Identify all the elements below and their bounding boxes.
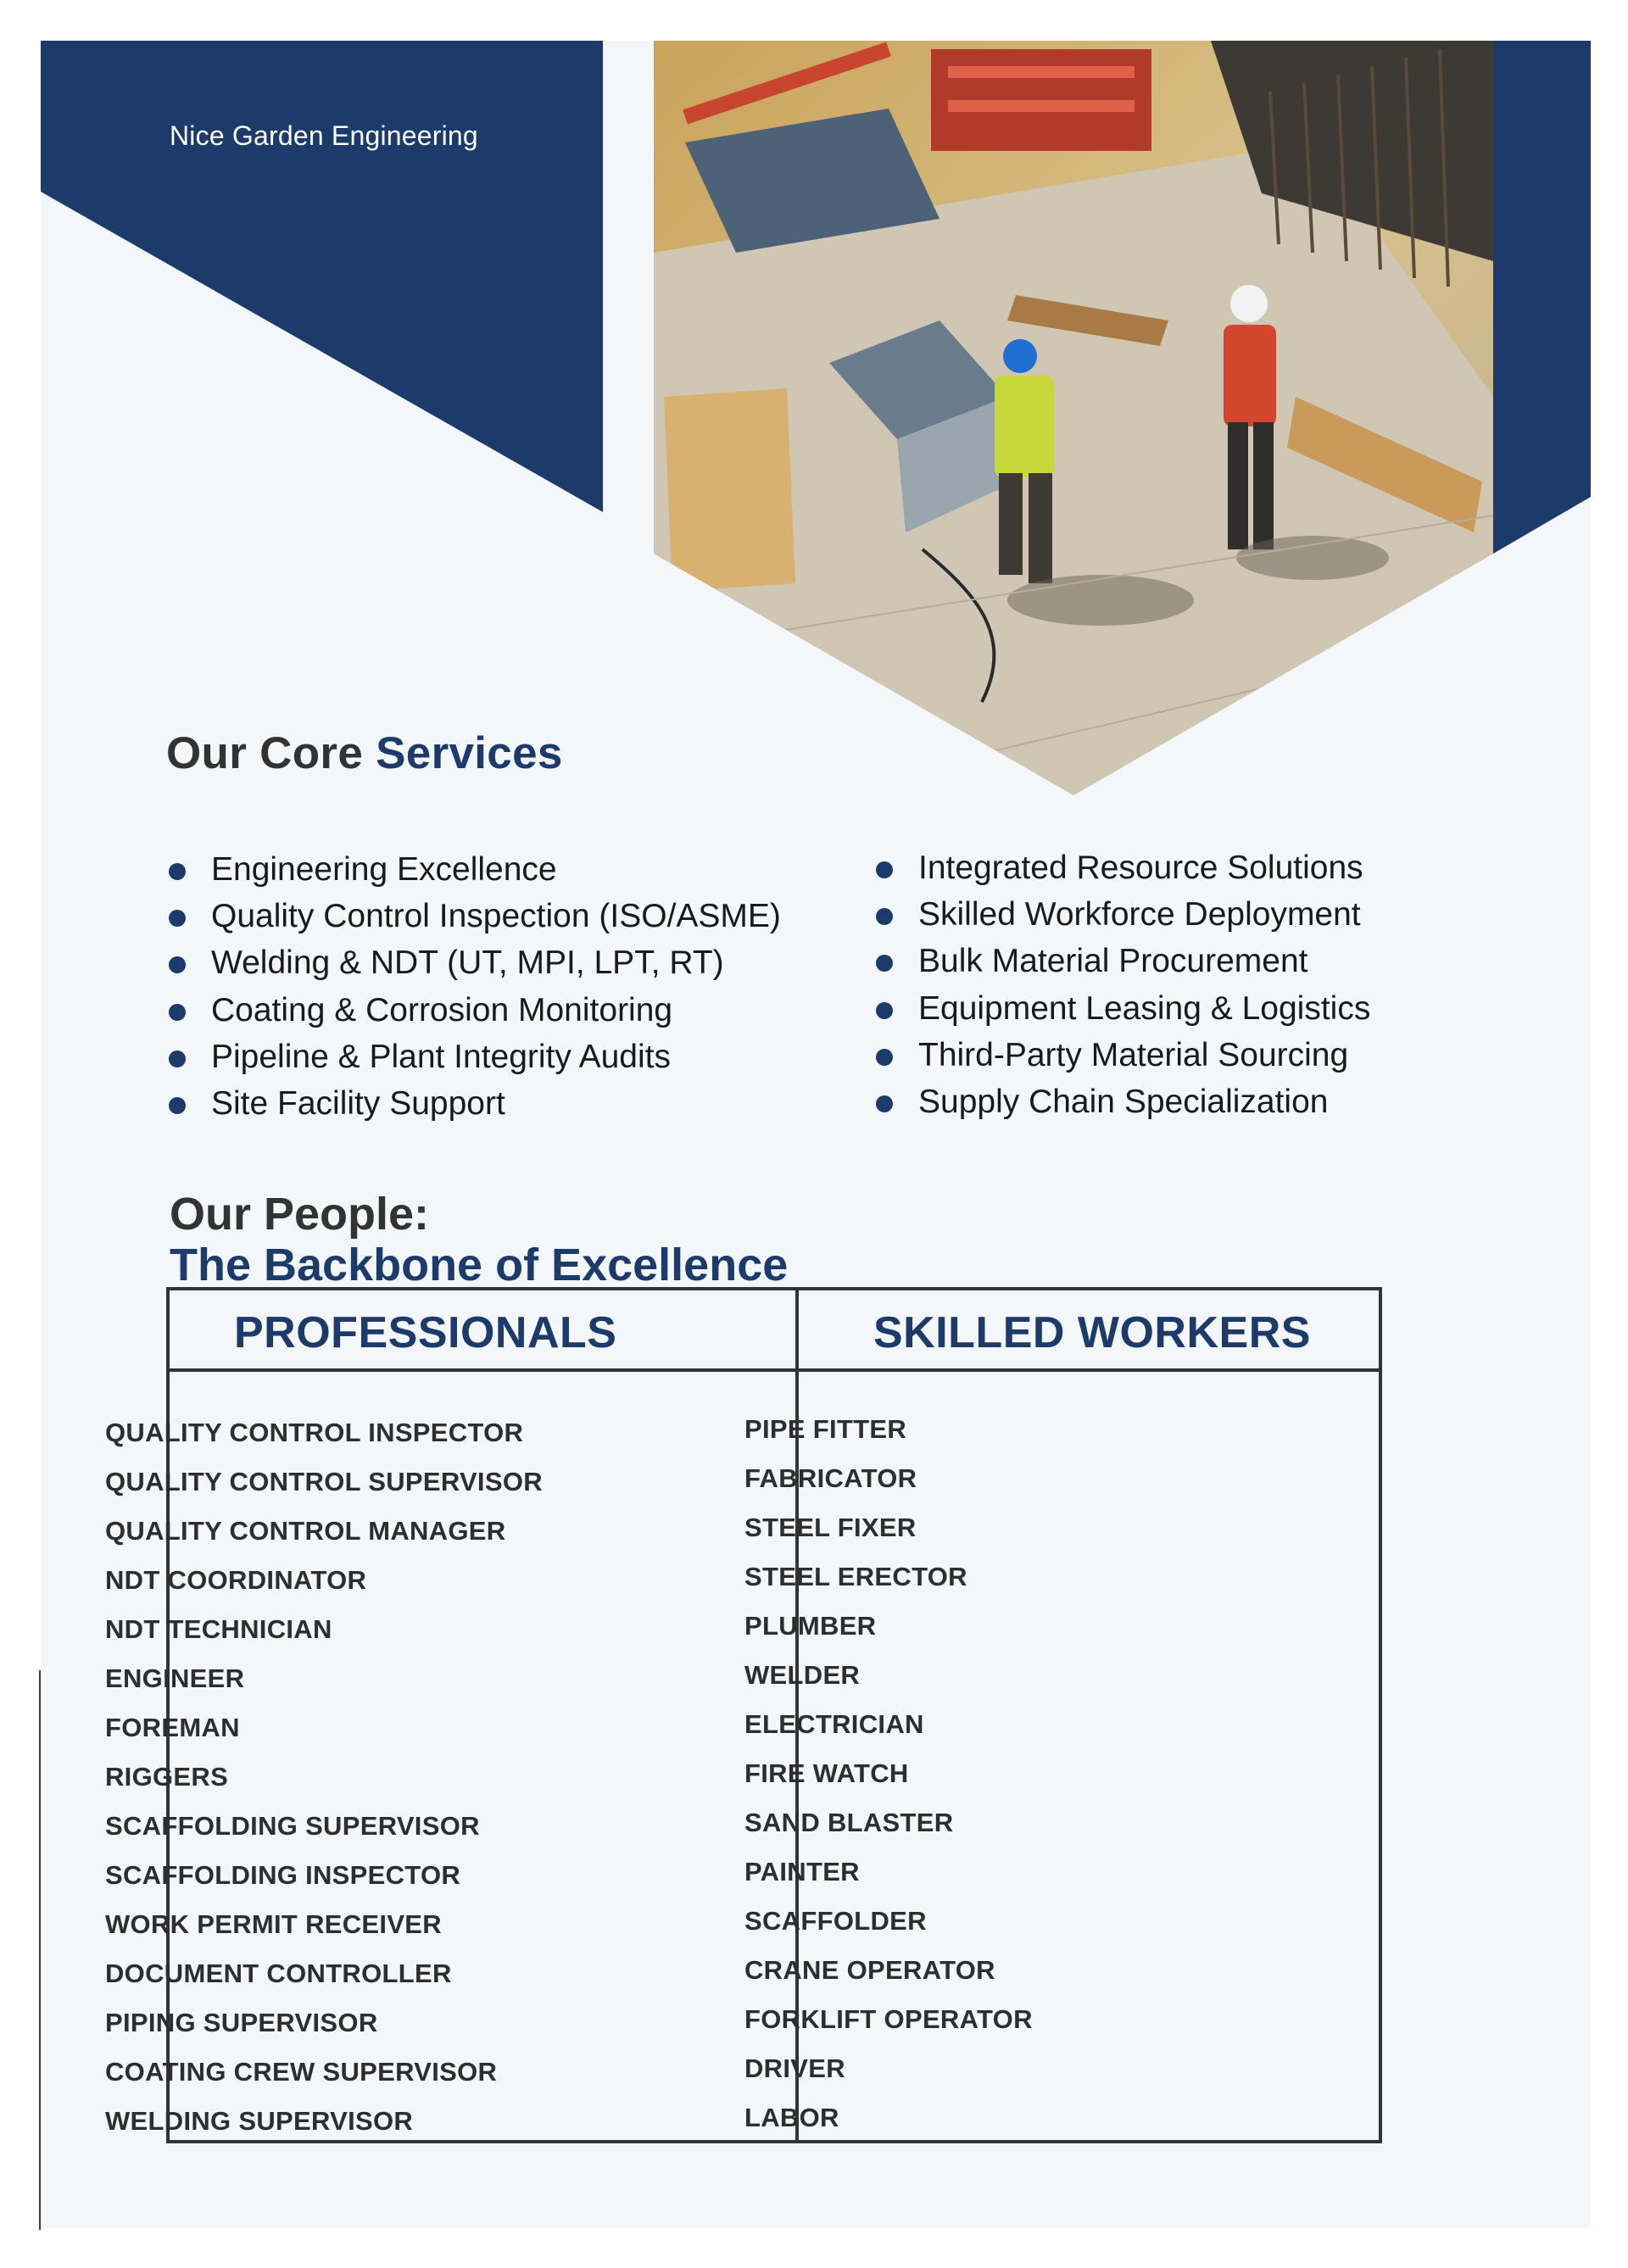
page-edge-rule xyxy=(39,1670,41,2230)
professional-role: SCAFFOLDING SUPERVISOR xyxy=(105,1811,480,1841)
service-item: Equipment Leasing & Logistics xyxy=(876,990,1370,1037)
service-item: Engineering Excellence xyxy=(169,851,781,898)
skilled-worker-role: PLUMBER xyxy=(744,1611,877,1641)
service-item: Bulk Material Procurement xyxy=(876,943,1370,989)
skilled-worker-role: PAINTER xyxy=(744,1857,860,1886)
professional-role: NDT TECHNICIAN xyxy=(105,1614,332,1644)
service-item: Integrated Resource Solutions xyxy=(876,850,1370,896)
services-list-left xyxy=(169,851,781,1132)
service-item: Skilled Workforce Deployment xyxy=(876,896,1370,943)
professional-role: WELDING SUPERVISOR xyxy=(105,2106,414,2136)
skilled-worker-role: DRIVER xyxy=(744,2053,845,2083)
skilled-worker-role: FORKLIFT OPERATOR xyxy=(744,2004,1033,2034)
skilled-worker-role: STEEL FIXER xyxy=(744,1513,917,1542)
services-list-right xyxy=(876,850,1370,1130)
service-item: Pipeline & Plant Integrity Audits xyxy=(169,1039,781,1085)
professional-role: WORK PERMIT RECEIVER xyxy=(105,1909,442,1939)
people-heading-line1: Our People: xyxy=(170,1189,430,1240)
construction-site-photo xyxy=(654,41,1493,795)
service-item: Quality Control Inspection (ISO/ASME) xyxy=(169,898,781,945)
skilled-worker-role: STEEL ERECTOR xyxy=(744,1562,967,1591)
professional-role: SCAFFOLDING INSPECTOR xyxy=(105,1860,461,1890)
professional-role: COATING CREW SUPERVISOR xyxy=(105,2057,498,2087)
professionals-header: PROFESSIONALS xyxy=(234,1308,617,1357)
skilled-worker-role: CRANE OPERATOR xyxy=(744,1955,995,1985)
people-heading xyxy=(170,1189,788,1290)
skilled-worker-role: FIRE WATCH xyxy=(744,1758,909,1788)
professional-role: FOREMAN xyxy=(105,1713,240,1742)
skilled-worker-role: WELDER xyxy=(744,1660,861,1690)
skilled-workers-list xyxy=(744,1413,1033,2150)
service-item: Third-Party Material Sourcing xyxy=(876,1037,1370,1084)
services-title-accent: Services xyxy=(376,728,563,778)
professional-role: QUALITY CONTROL INSPECTOR xyxy=(105,1418,524,1447)
skilled-worker-role: LABOR xyxy=(744,2103,839,2132)
services-title xyxy=(166,727,563,779)
professional-role: DOCUMENT CONTROLLER xyxy=(105,1959,452,1988)
navy-banner-left xyxy=(41,41,603,512)
professional-role: QUALITY CONTROL SUPERVISOR xyxy=(105,1467,543,1496)
skilled-worker-role: SAND BLASTER xyxy=(744,1808,954,1837)
service-item: Site Facility Support xyxy=(169,1085,781,1132)
service-item: Supply Chain Specialization xyxy=(876,1084,1370,1130)
skilled-workers-header: SKILLED WORKERS xyxy=(873,1308,1311,1357)
professional-role: RIGGERS xyxy=(105,1762,229,1792)
professional-role: ENGINEER xyxy=(105,1663,245,1693)
navy-banner-right xyxy=(1493,41,1591,554)
service-item: Coating & Corrosion Monitoring xyxy=(169,992,781,1039)
skilled-worker-role: ELECTRICIAN xyxy=(744,1709,924,1739)
table-header-divider xyxy=(170,1368,1379,1372)
professionals-list xyxy=(105,1416,543,2154)
brochure-page xyxy=(41,41,1591,2228)
hero-graphic xyxy=(41,41,1591,795)
skilled-worker-role: FABRICATOR xyxy=(744,1463,917,1493)
professional-role: NDT COORDINATOR xyxy=(105,1565,367,1595)
skilled-worker-role: PIPE FITTER xyxy=(744,1414,907,1444)
skilled-worker-role: SCAFFOLDER xyxy=(744,1906,927,1936)
professional-role: PIPING SUPERVISOR xyxy=(105,2008,378,2037)
people-heading-line2: The Backbone of Excellence xyxy=(170,1240,789,1290)
services-title-prefix: Our Core xyxy=(166,728,364,778)
professional-role: QUALITY CONTROL MANAGER xyxy=(105,1516,506,1546)
service-item: Welding & NDT (UT, MPI, LPT, RT) xyxy=(169,945,781,991)
company-name: Nice Garden Engineering xyxy=(170,120,478,151)
